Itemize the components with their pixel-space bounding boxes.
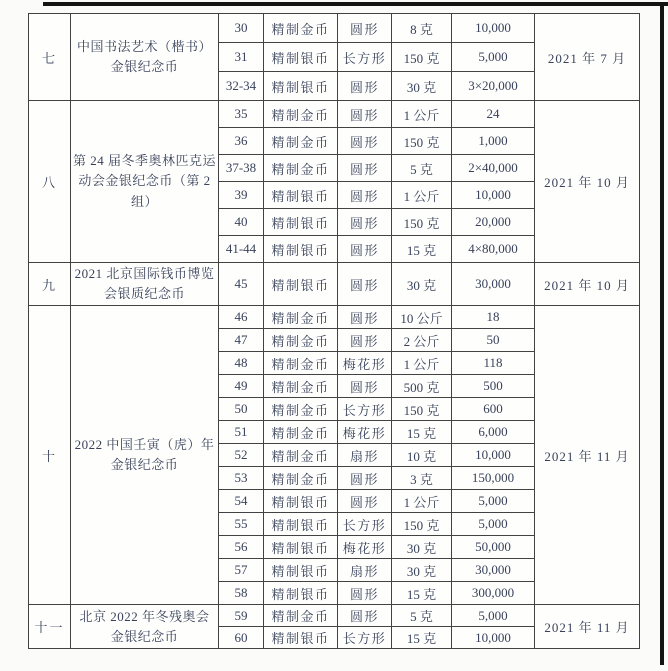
coin-type-cell: 精制银币 bbox=[264, 43, 338, 72]
max-mintage-cell: 5,000 bbox=[452, 605, 535, 627]
max-mintage-cell: 30,000 bbox=[452, 263, 535, 306]
series-name-cell: 2022 中国壬寅（虎）年金银纪念币 bbox=[71, 306, 219, 605]
coin-weight-cell: 500 克 bbox=[392, 375, 452, 398]
coin-type-cell: 精制银币 bbox=[264, 559, 338, 582]
coin-type-cell: 精制金币 bbox=[264, 398, 338, 421]
coin-weight-cell: 30 克 bbox=[392, 72, 452, 101]
coin-weight-cell: 150 克 bbox=[392, 398, 452, 421]
coin-weight-cell: 150 克 bbox=[392, 43, 452, 72]
series-name-cell: 中国书法艺术（楷书）金银纪念币 bbox=[71, 14, 219, 101]
coin-weight-cell: 150 克 bbox=[392, 513, 452, 536]
coin-number-cell: 32-34 bbox=[219, 72, 264, 101]
coin-weight-cell: 3 克 bbox=[392, 467, 452, 490]
coin-weight-cell: 30 克 bbox=[392, 536, 452, 559]
coin-shape-cell: 长方形 bbox=[338, 627, 392, 649]
coin-weight-cell: 150 克 bbox=[392, 209, 452, 236]
coin-number-cell: 50 bbox=[219, 398, 264, 421]
series-name-cell: 北京 2022 年冬残奥会金银纪念币 bbox=[71, 605, 219, 649]
scan-edge-right-line bbox=[660, 2, 664, 665]
series-name-cell: 2021 北京国际钱币博览会银质纪念币 bbox=[71, 263, 219, 306]
coin-shape-cell: 长方形 bbox=[338, 398, 392, 421]
max-mintage-cell: 18 bbox=[452, 306, 535, 329]
coin-type-cell: 精制金币 bbox=[264, 467, 338, 490]
coin-weight-cell: 1 公斤 bbox=[392, 490, 452, 513]
coin-weight-cell: 8 克 bbox=[392, 14, 452, 43]
section-index-cell: 九 bbox=[29, 263, 71, 306]
coin-number-cell: 49 bbox=[219, 375, 264, 398]
coin-type-cell: 精制金币 bbox=[264, 14, 338, 43]
coin-number-cell: 53 bbox=[219, 467, 264, 490]
coin-shape-cell: 圆形 bbox=[338, 582, 392, 605]
coin-weight-cell: 5 克 bbox=[392, 155, 452, 182]
max-mintage-cell: 600 bbox=[452, 398, 535, 421]
section-index-cell: 八 bbox=[29, 101, 71, 263]
coin-number-cell: 30 bbox=[219, 14, 264, 43]
max-mintage-cell: 4×80,000 bbox=[452, 236, 535, 263]
coin-shape-cell: 圆形 bbox=[338, 72, 392, 101]
coin-shape-cell: 圆形 bbox=[338, 490, 392, 513]
coin-shape-cell: 圆形 bbox=[338, 155, 392, 182]
coin-number-cell: 54 bbox=[219, 490, 264, 513]
coin-weight-cell: 150 克 bbox=[392, 128, 452, 155]
max-mintage-cell: 24 bbox=[452, 101, 535, 128]
coin-shape-cell: 扇形 bbox=[338, 444, 392, 467]
coin-weight-cell: 5 克 bbox=[392, 605, 452, 627]
coin-type-cell: 精制银币 bbox=[264, 209, 338, 236]
coin-weight-cell: 10 克 bbox=[392, 444, 452, 467]
coin-type-cell: 精制金币 bbox=[264, 329, 338, 352]
coin-type-cell: 精制金币 bbox=[264, 421, 338, 444]
max-mintage-cell: 5,000 bbox=[452, 43, 535, 72]
coin-type-cell: 精制金币 bbox=[264, 306, 338, 329]
coin-number-cell: 37-38 bbox=[219, 155, 264, 182]
max-mintage-cell: 300,000 bbox=[452, 582, 535, 605]
coin-type-cell: 精制银币 bbox=[264, 582, 338, 605]
coin-weight-cell: 1 公斤 bbox=[392, 101, 452, 128]
commemorative-coin-issuance-table bbox=[28, 13, 640, 649]
max-mintage-cell: 10,000 bbox=[452, 627, 535, 649]
max-mintage-cell: 50 bbox=[452, 329, 535, 352]
coin-type-cell: 精制银币 bbox=[264, 627, 338, 649]
max-mintage-cell: 5,000 bbox=[452, 490, 535, 513]
coin-shape-cell: 梅花形 bbox=[338, 352, 392, 375]
coin-shape-cell: 梅花形 bbox=[338, 421, 392, 444]
coin-type-cell: 精制金币 bbox=[264, 155, 338, 182]
coin-type-cell: 精制银币 bbox=[264, 236, 338, 263]
max-mintage-cell: 50,000 bbox=[452, 536, 535, 559]
coin-shape-cell: 圆形 bbox=[338, 375, 392, 398]
coin-type-cell: 精制银币 bbox=[264, 263, 338, 306]
coin-type-cell: 精制银币 bbox=[264, 72, 338, 101]
issue-date-cell: 2021 年 11 月 bbox=[535, 306, 640, 605]
coin-number-cell: 56 bbox=[219, 536, 264, 559]
coin-number-cell: 36 bbox=[219, 128, 264, 155]
coin-type-cell: 精制金币 bbox=[264, 605, 338, 627]
max-mintage-cell: 3×20,000 bbox=[452, 72, 535, 101]
coin-type-cell: 精制银币 bbox=[264, 182, 338, 209]
issue-date-cell: 2021 年 7 月 bbox=[535, 14, 640, 101]
series-name-cell: 第 24 届冬季奥林匹克运动会金银纪念币（第 2 组） bbox=[71, 101, 219, 263]
coin-number-cell: 45 bbox=[219, 263, 264, 306]
coin-type-cell: 精制银币 bbox=[264, 513, 338, 536]
coin-shape-cell: 圆形 bbox=[338, 306, 392, 329]
max-mintage-cell: 10,000 bbox=[452, 14, 535, 43]
coin-weight-cell: 15 克 bbox=[392, 582, 452, 605]
coin-shape-cell: 圆形 bbox=[338, 101, 392, 128]
coin-shape-cell: 梅花形 bbox=[338, 536, 392, 559]
section-index-cell: 七 bbox=[29, 14, 71, 101]
max-mintage-cell: 118 bbox=[452, 352, 535, 375]
max-mintage-cell: 150,000 bbox=[452, 467, 535, 490]
coin-shape-cell: 圆形 bbox=[338, 605, 392, 627]
coin-shape-cell: 圆形 bbox=[338, 128, 392, 155]
table-row bbox=[29, 306, 640, 329]
coin-weight-cell: 10 公斤 bbox=[392, 306, 452, 329]
coin-shape-cell: 扇形 bbox=[338, 559, 392, 582]
table-row bbox=[29, 263, 640, 306]
coin-type-cell: 精制金币 bbox=[264, 375, 338, 398]
coin-shape-cell: 圆形 bbox=[338, 182, 392, 209]
coin-number-cell: 60 bbox=[219, 627, 264, 649]
coin-number-cell: 48 bbox=[219, 352, 264, 375]
max-mintage-cell: 5,000 bbox=[452, 513, 535, 536]
coin-number-cell: 58 bbox=[219, 582, 264, 605]
coin-type-cell: 精制金币 bbox=[264, 101, 338, 128]
table-row bbox=[29, 14, 640, 43]
coin-number-cell: 57 bbox=[219, 559, 264, 582]
coin-type-cell: 精制金币 bbox=[264, 352, 338, 375]
max-mintage-cell: 2×40,000 bbox=[452, 155, 535, 182]
coin-type-cell: 精制金币 bbox=[264, 128, 338, 155]
max-mintage-cell: 6,000 bbox=[452, 421, 535, 444]
coin-shape-cell: 圆形 bbox=[338, 467, 392, 490]
coin-number-cell: 47 bbox=[219, 329, 264, 352]
max-mintage-cell: 20,000 bbox=[452, 209, 535, 236]
coin-weight-cell: 1 公斤 bbox=[392, 352, 452, 375]
coin-weight-cell: 15 克 bbox=[392, 627, 452, 649]
coin-number-cell: 59 bbox=[219, 605, 264, 627]
max-mintage-cell: 10,000 bbox=[452, 444, 535, 467]
coin-number-cell: 51 bbox=[219, 421, 264, 444]
coin-number-cell: 46 bbox=[219, 306, 264, 329]
coin-shape-cell: 圆形 bbox=[338, 209, 392, 236]
issue-date-cell: 2021 年 11 月 bbox=[535, 605, 640, 649]
coin-weight-cell: 15 克 bbox=[392, 421, 452, 444]
coin-table-body bbox=[29, 14, 640, 649]
coin-number-cell: 40 bbox=[219, 209, 264, 236]
coin-shape-cell: 圆形 bbox=[338, 14, 392, 43]
coin-number-cell: 35 bbox=[219, 101, 264, 128]
section-index-cell: 十 bbox=[29, 306, 71, 605]
coin-weight-cell: 2 公斤 bbox=[392, 329, 452, 352]
table-row bbox=[29, 605, 640, 627]
coin-shape-cell: 圆形 bbox=[338, 263, 392, 306]
coin-weight-cell: 30 克 bbox=[392, 559, 452, 582]
issue-date-cell: 2021 年 10 月 bbox=[535, 101, 640, 263]
scan-edge-top-line bbox=[43, 2, 668, 6]
max-mintage-cell: 30,000 bbox=[452, 559, 535, 582]
coin-type-cell: 精制金币 bbox=[264, 444, 338, 467]
max-mintage-cell: 500 bbox=[452, 375, 535, 398]
coin-type-cell: 精制银币 bbox=[264, 536, 338, 559]
coin-number-cell: 31 bbox=[219, 43, 264, 72]
coin-weight-cell: 30 克 bbox=[392, 263, 452, 306]
issue-date-cell: 2021 年 10 月 bbox=[535, 263, 640, 306]
max-mintage-cell: 10,000 bbox=[452, 182, 535, 209]
coin-shape-cell: 圆形 bbox=[338, 329, 392, 352]
coin-type-cell: 精制银币 bbox=[264, 490, 338, 513]
coin-number-cell: 41-44 bbox=[219, 236, 264, 263]
section-index-cell: 十一 bbox=[29, 605, 71, 649]
coin-shape-cell: 长方形 bbox=[338, 43, 392, 72]
coin-weight-cell: 15 克 bbox=[392, 236, 452, 263]
coin-number-cell: 55 bbox=[219, 513, 264, 536]
coin-shape-cell: 圆形 bbox=[338, 236, 392, 263]
coin-weight-cell: 1 公斤 bbox=[392, 182, 452, 209]
coin-shape-cell: 长方形 bbox=[338, 513, 392, 536]
coin-number-cell: 39 bbox=[219, 182, 264, 209]
coin-number-cell: 52 bbox=[219, 444, 264, 467]
table-row bbox=[29, 101, 640, 128]
max-mintage-cell: 1,000 bbox=[452, 128, 535, 155]
